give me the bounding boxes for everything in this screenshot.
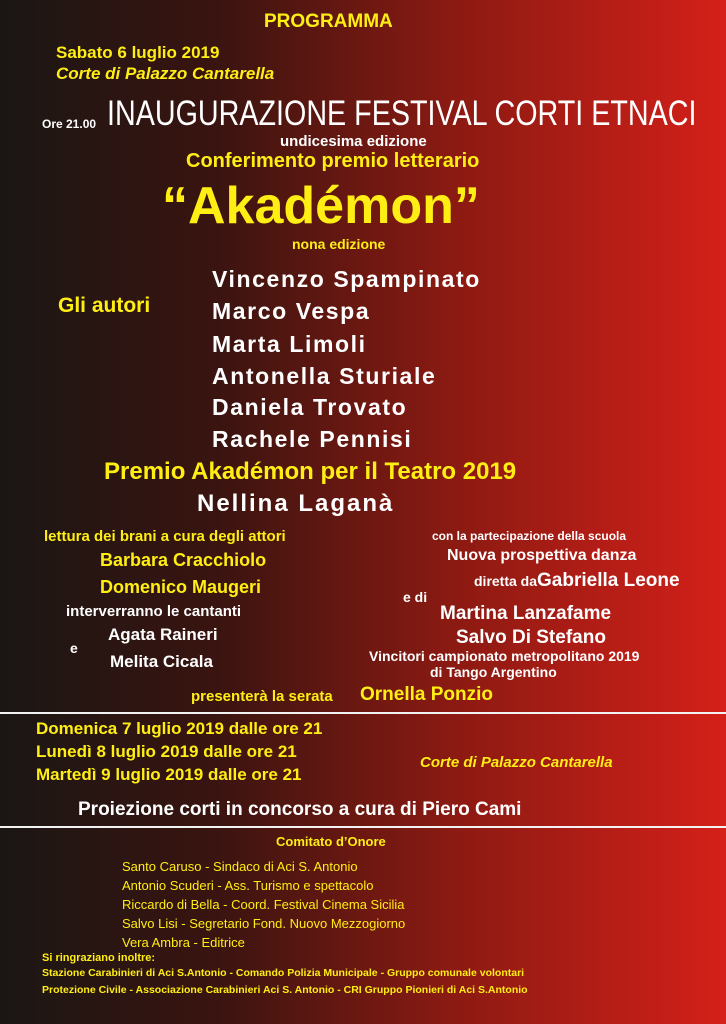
readings-label: lettura dei brani a cura degli attori	[44, 528, 286, 545]
thanks-label: Si ringraziano inoltre:	[42, 952, 156, 964]
schedule-day: Lunedì 8 luglio 2019 dalle ore 21	[36, 742, 297, 761]
host-label: presenterà la serata	[191, 688, 333, 705]
committee-title: Comitato d’Onore	[276, 834, 386, 849]
theatre-prize-winner: Nellina Laganà	[197, 490, 395, 517]
programma-heading: PROGRAMMA	[264, 11, 393, 32]
schedule-venue: Corte di Palazzo Cantarella	[420, 754, 613, 771]
inauguration-time: Ore 21.00	[42, 117, 97, 131]
saturday-date: Sabato 6 luglio 2019	[56, 43, 220, 62]
divider-bottom	[0, 826, 726, 828]
dance-director: Gabriella Leone	[537, 570, 680, 591]
inauguration-title: INAUGURAZIONE FESTIVAL CORTI ETNACI	[107, 94, 697, 133]
prize-intro: Conferimento premio letterario	[186, 150, 480, 172]
committee-member: Salvo Lisi - Segretario Fond. Nuovo Mezzogiorno	[122, 916, 406, 931]
singer-name: Agata Raineri	[108, 625, 218, 644]
committee-member: Antonio Scuderi - Ass. Turismo e spettacolo	[122, 878, 374, 893]
committee-member: Riccardo di Bella - Coord. Festival Cinema Sicilia	[122, 897, 405, 912]
schedule-day: Domenica 7 luglio 2019 dalle ore 21	[36, 719, 323, 738]
dance-and-di: e di	[403, 589, 428, 605]
dancer-name: Salvo Di Stefano	[456, 627, 606, 648]
author-name: Daniela Trovato	[212, 394, 408, 420]
prize-edition: nona edizione	[292, 236, 386, 252]
dance-winners-line2: di Tango Argentino	[430, 664, 557, 680]
dance-winners-line1: Vincitori campionato metropolitano 2019	[369, 648, 640, 664]
actor-name: Domenico Maugeri	[100, 577, 262, 597]
thanks-line1: Stazione Carabinieri di Aci S.Antonio - Comando Polizia Municipale - Gruppo comunale volontari	[42, 967, 525, 979]
dancer-name: Martina Lanzafame	[440, 603, 612, 624]
committee-member: Santo Caruso - Sindaco di Aci S. Antonio	[122, 859, 358, 874]
divider-top	[0, 712, 726, 714]
host-name: Ornella Ponzio	[360, 684, 494, 705]
actor-name: Barbara Cracchiolo	[100, 550, 267, 570]
author-name: Marco Vespa	[212, 298, 371, 324]
author-name: Vincenzo Spampinato	[212, 266, 481, 292]
singers-label: interverranno le cantanti	[66, 603, 242, 620]
inauguration-edition: undicesima edizione	[280, 133, 427, 150]
prize-name: “Akadémon”	[162, 177, 480, 235]
schedule-day: Martedì 9 luglio 2019 dalle ore 21	[36, 765, 302, 784]
dance-label: con la partecipazione della scuola	[432, 529, 627, 543]
singer-name: Melita Cicala	[110, 652, 213, 671]
thanks-line2: Protezione Civile - Associazione Carabinieri Aci S. Antonio - CRI Gruppo Pionieri di Aci S.Antonio	[42, 984, 528, 996]
singers-and: e	[70, 640, 78, 656]
dance-school: Nuova prospettiva danza	[447, 547, 637, 564]
theatre-prize-title: Premio Akadémon per il Teatro 2019	[104, 458, 517, 485]
author-name: Rachele Pennisi	[212, 426, 413, 452]
saturday-venue: Corte di Palazzo Cantarella	[56, 64, 275, 83]
author-name: Marta Limoli	[212, 331, 367, 357]
projection-line: Proiezione corti in concorso a cura di Piero Cami	[78, 799, 522, 820]
authors-label: Gli autori	[58, 294, 151, 317]
dance-directed: diretta da	[474, 573, 538, 589]
committee-member: Vera Ambra - Editrice	[122, 935, 245, 950]
author-name: Antonella Sturiale	[212, 363, 437, 389]
